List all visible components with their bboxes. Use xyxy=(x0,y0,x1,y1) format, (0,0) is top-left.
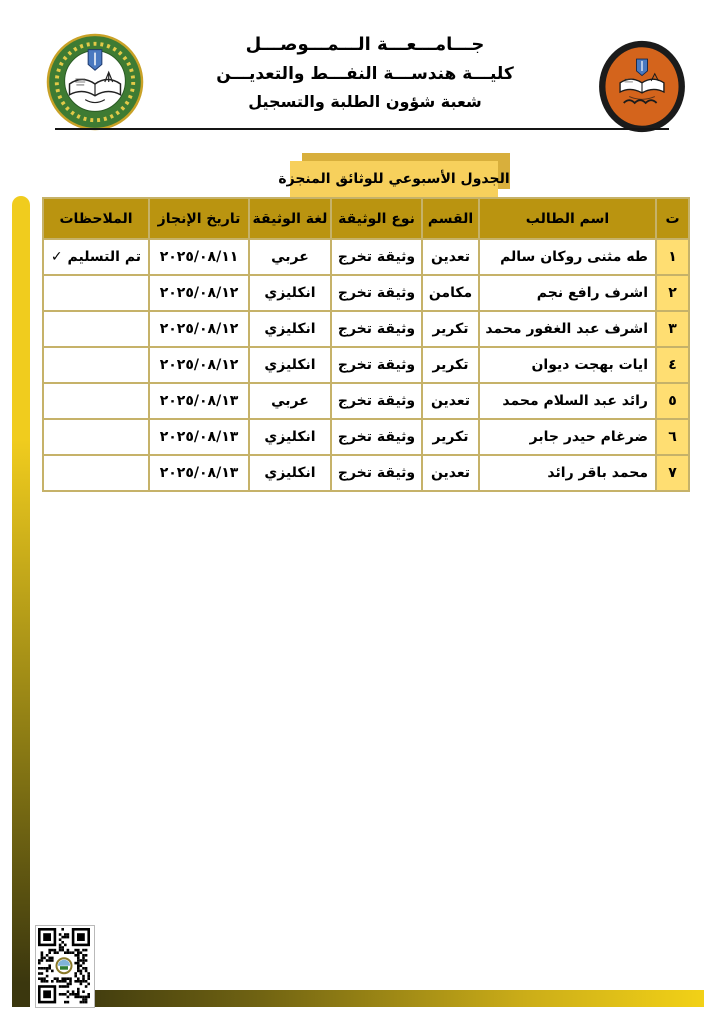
student-name-cell: ضرغام حيدر جابر xyxy=(479,419,656,455)
table-body xyxy=(43,239,689,491)
table-row xyxy=(43,275,689,311)
notes-cell xyxy=(43,419,149,455)
row-number-cell: ٦ xyxy=(656,419,689,455)
date-cell: ٢٠٢٥/٠٨/١٢ xyxy=(149,275,249,311)
department-cell: مكامن xyxy=(422,275,479,311)
header-cell-dept: القسم xyxy=(422,198,479,239)
notes-cell xyxy=(43,383,149,419)
header-cell-name: اسم الطالب xyxy=(479,198,656,239)
header-cell-doc-type: نوع الوثيقة xyxy=(331,198,422,239)
document-type-cell: وثيقة تخرج xyxy=(331,347,422,383)
student-name-cell: محمد باقر رائد xyxy=(479,455,656,491)
document-type-cell: وثيقة تخرج xyxy=(331,239,422,275)
header-cell-notes: الملاحظات xyxy=(43,198,149,239)
department-cell: تعدين xyxy=(422,239,479,275)
row-number-cell: ١ xyxy=(656,239,689,275)
header-divider xyxy=(55,128,669,130)
documents-table xyxy=(42,197,690,492)
date-cell: ٢٠٢٥/٠٨/١٢ xyxy=(149,311,249,347)
table-row xyxy=(43,455,689,491)
date-cell: ٢٠٢٥/٠٨/١٣ xyxy=(149,383,249,419)
document-type-cell: وثيقة تخرج xyxy=(331,383,422,419)
row-number-cell: ٧ xyxy=(656,455,689,491)
language-cell: انكليزي xyxy=(249,419,331,455)
student-name-cell: اشرف عبد الغفور محمد xyxy=(479,311,656,347)
row-number-cell: ٣ xyxy=(656,311,689,347)
date-cell: ٢٠٢٥/٠٨/١٢ xyxy=(149,347,249,383)
table-row xyxy=(43,311,689,347)
row-number-cell: ٥ xyxy=(656,383,689,419)
student-name-cell: اشرف رافع نجم xyxy=(479,275,656,311)
department-cell: تعدين xyxy=(422,455,479,491)
language-cell: انكليزي xyxy=(249,455,331,491)
language-cell: انكليزي xyxy=(249,311,331,347)
department-cell: تعدين xyxy=(422,383,479,419)
bottom-accent-bar xyxy=(63,990,704,1007)
document-type-cell: وثيقة تخرج xyxy=(331,419,422,455)
document-type-cell: وثيقة تخرج xyxy=(331,311,422,347)
notes-cell: تم التسليم ✓ xyxy=(43,239,149,275)
department-cell: تكرير xyxy=(422,419,479,455)
org-line-college: كليـــة هندســـة النفـــط والتعديـــن xyxy=(216,64,514,84)
org-line-division: شعبة شؤون الطلبة والتسجيل xyxy=(248,92,482,111)
document-title-text: الجدول الأسبوعي للوثائق المنجزة xyxy=(278,171,510,187)
org-header xyxy=(175,30,555,115)
department-cell: تكرير xyxy=(422,347,479,383)
document-type-cell: وثيقة تخرج xyxy=(331,275,422,311)
table-row xyxy=(43,419,689,455)
row-number-cell: ٤ xyxy=(656,347,689,383)
org-line-university: جـــامـــعـــة الـــمـــوصـــل xyxy=(245,34,485,55)
student-name-cell: ايات بهجت ديوان xyxy=(479,347,656,383)
notes-cell xyxy=(43,275,149,311)
language-cell: عربي xyxy=(249,383,331,419)
notes-cell xyxy=(43,311,149,347)
table-row xyxy=(43,239,689,275)
notes-cell xyxy=(43,455,149,491)
header-cell-date: تاريخ الإنجاز xyxy=(149,198,249,239)
student-name-cell: رائد عبد السلام محمد xyxy=(479,383,656,419)
table-row xyxy=(43,383,689,419)
table-header xyxy=(43,198,689,239)
student-name-cell: طه مثنى روكان سالم xyxy=(479,239,656,275)
document-title xyxy=(278,161,510,197)
language-cell: عربي xyxy=(249,239,331,275)
left-accent-bar xyxy=(12,196,30,1007)
notes-cell xyxy=(43,347,149,383)
date-cell: ٢٠٢٥/٠٨/١٣ xyxy=(149,419,249,455)
qr-code-icon xyxy=(35,925,95,1008)
row-number-cell: ٢ xyxy=(656,275,689,311)
department-cell: تكرير xyxy=(422,311,479,347)
document-type-cell: وثيقة تخرج xyxy=(331,455,422,491)
table-row xyxy=(43,347,689,383)
header-cell-number: ت xyxy=(656,198,689,239)
date-cell: ٢٠٢٥/٠٨/١٣ xyxy=(149,455,249,491)
language-cell: انكليزي xyxy=(249,347,331,383)
university-logo-icon xyxy=(596,39,688,134)
header-cell-language: لغة الوثيقة xyxy=(249,198,331,239)
date-cell: ٢٠٢٥/٠٨/١١ xyxy=(149,239,249,275)
language-cell: انكليزي xyxy=(249,275,331,311)
college-logo-icon xyxy=(46,33,144,131)
